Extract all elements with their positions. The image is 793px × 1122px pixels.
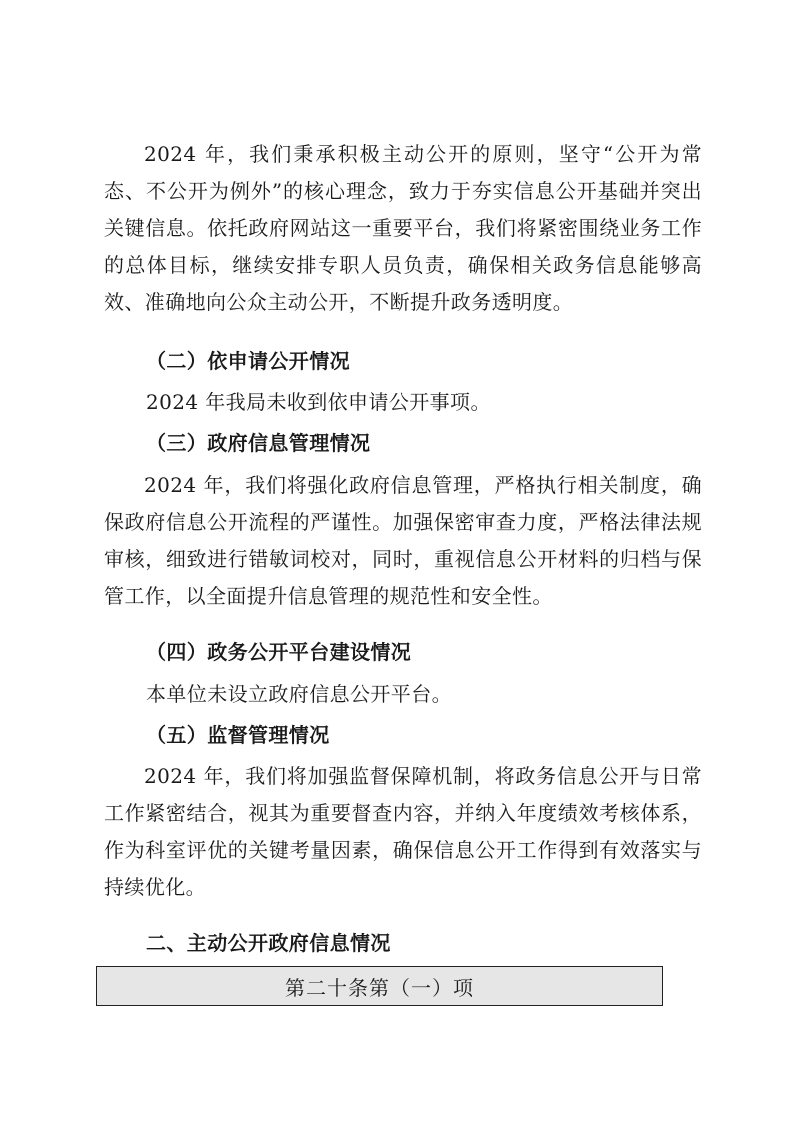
heading-platform-construction: （四）政务公开平台建设情况 (146, 640, 412, 664)
paragraph-application-disclosure: 2024 年我局未收到依申请公开事项。 (146, 390, 491, 414)
heading-supervision: （五）监督管理情况 (146, 723, 330, 747)
paragraph-platform-construction: 本单位未设立政府信息公开平台。 (146, 682, 452, 706)
paragraph-proactive-disclosure: 2024 年，我们秉承积极主动公开的原则，坚守“公开为常态、不公开为例外”的核心理念，致力于夯实信息公开基础并突出关键信息。依托政府网站这一重要平台，我们将紧密围绕业务工作的总体目标，继续安排专职人员负责，确保相关政务信息能够高效、准确地向公众主动公开，不断提升政务透明度。 (104, 142, 702, 314)
paragraph-info-management: 2024 年，我们将强化政府信息管理，严格执行相关制度，确保政府信息公开流程的严谨性。加强保密审查力度，严格法律法规审核，细致进行错敏词校对，同时，重视信息公开材料的归档与保管工作，以全面提升信息管理的规范性和安全性。 (104, 473, 702, 608)
heading-info-management: （三）政府信息管理情况 (146, 431, 371, 455)
section-heading-proactive-info: 二、主动公开政府信息情况 (146, 931, 391, 955)
table-header-text: 第二十条第（一）项 (285, 975, 474, 1000)
table-header-cell (96, 966, 663, 1006)
heading-application-disclosure: （二）依申请公开情况 (146, 349, 350, 373)
paragraph-supervision: 2024 年，我们将加强监督保障机制，将政务信息公开与日常工作紧密结合，视其为重要督查内容，并纳入年度绩效考核体系，作为科室评优的关键考量因素，确保信息公开工作得到有效落实与持续优化。 (104, 764, 702, 899)
